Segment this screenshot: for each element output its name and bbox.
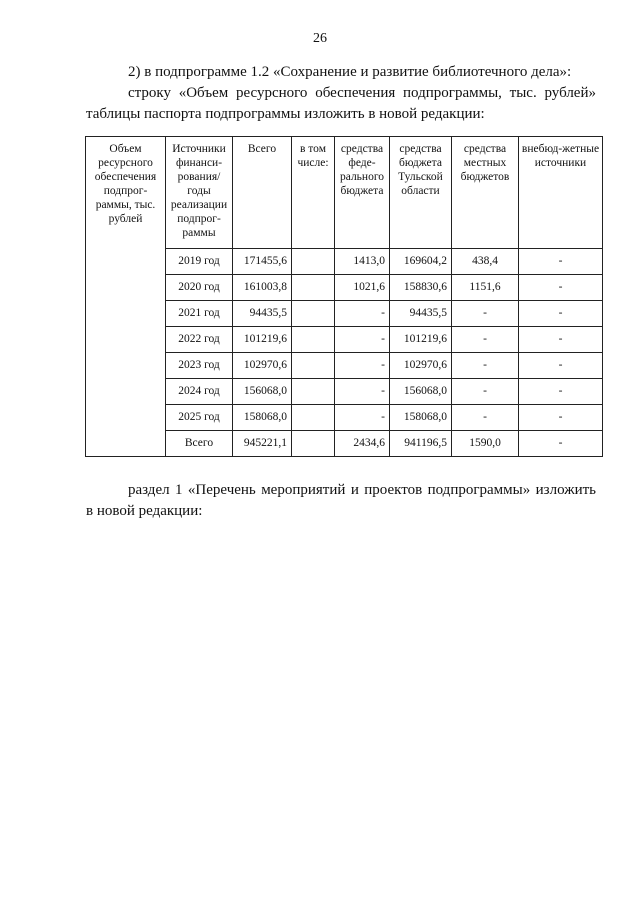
cell-local: - (452, 353, 519, 379)
cell-incl (292, 249, 335, 275)
cell-federal: 2434,6 (335, 431, 390, 457)
header-regional: средства бюджета Тульской области (390, 137, 452, 249)
cell-year: 2024 год (166, 379, 233, 405)
cell-year: 2022 год (166, 327, 233, 353)
cell-incl (292, 327, 335, 353)
cell-total: 102970,6 (233, 353, 292, 379)
cell-incl (292, 431, 335, 457)
cell-regional: 941196,5 (390, 431, 452, 457)
cell-regional: 169604,2 (390, 249, 452, 275)
cell-year: 2019 год (166, 249, 233, 275)
header-local: средства местных бюджетов (452, 137, 519, 249)
cell-year: Всего (166, 431, 233, 457)
cell-federal: 1021,6 (335, 275, 390, 301)
cell-offbudget: - (519, 275, 603, 301)
cell-year: 2023 год (166, 353, 233, 379)
cell-federal: - (335, 327, 390, 353)
header-offbudget: внебюд-жетные источники (519, 137, 603, 249)
cell-offbudget: - (519, 379, 603, 405)
intro-line-2: строку «Объем ресурсного обеспечения подпрограммы, тыс. рублей» (128, 85, 596, 101)
outro-line-1: раздел 1 «Перечень мероприятий и проектов подпрограммы» изложить (128, 482, 596, 498)
cell-total: 158068,0 (233, 405, 292, 431)
cell-total: 171455,6 (233, 249, 292, 275)
cell-local: - (452, 327, 519, 353)
cell-federal: - (335, 405, 390, 431)
cell-offbudget: - (519, 249, 603, 275)
cell-total: 161003,8 (233, 275, 292, 301)
cell-regional: 101219,6 (390, 327, 452, 353)
cell-incl (292, 301, 335, 327)
intro-line-3: таблицы паспорта подпрограммы изложить в новой редакции: (86, 106, 485, 122)
page-number: 26 (313, 31, 327, 46)
cell-offbudget: - (519, 405, 603, 431)
cell-local: - (452, 379, 519, 405)
cell-total: 156068,0 (233, 379, 292, 405)
header-federal: средства феде-рального бюджета (335, 137, 390, 249)
outro-line-2: в новой редакции: (86, 503, 203, 519)
cell-regional: 94435,5 (390, 301, 452, 327)
cell-federal: - (335, 379, 390, 405)
cell-year: 2021 год (166, 301, 233, 327)
cell-year: 2020 год (166, 275, 233, 301)
cell-regional: 156068,0 (390, 379, 452, 405)
passport-table (85, 136, 603, 457)
cell-local: - (452, 405, 519, 431)
cell-offbudget: - (519, 431, 603, 457)
cell-local: 1151,6 (452, 275, 519, 301)
cell-year: 2025 год (166, 405, 233, 431)
header-total: Всего (233, 137, 292, 249)
cell-total: 101219,6 (233, 327, 292, 353)
cell-local: 1590,0 (452, 431, 519, 457)
cell-total: 94435,5 (233, 301, 292, 327)
header-incl: в том числе: (292, 137, 335, 249)
cell-offbudget: - (519, 301, 603, 327)
cell-federal: - (335, 301, 390, 327)
cell-offbudget: - (519, 327, 603, 353)
cell-offbudget: - (519, 353, 603, 379)
cell-incl (292, 379, 335, 405)
cell-total: 945221,1 (233, 431, 292, 457)
cell-regional: 158068,0 (390, 405, 452, 431)
cell-regional: 158830,6 (390, 275, 452, 301)
cell-regional: 102970,6 (390, 353, 452, 379)
cell-incl (292, 275, 335, 301)
cell-local: 438,4 (452, 249, 519, 275)
cell-local: - (452, 301, 519, 327)
header-resource: Объем ресурсного обеспечения подпрог-раммы, тыс. рублей (86, 137, 166, 457)
intro-line-1: 2) в подпрограмме 1.2 «Сохранение и развитие библиотечного дела»: (128, 64, 572, 80)
cell-incl (292, 405, 335, 431)
header-sources: Источники финанси-рования/ годы реализации подпрог-раммы (166, 137, 233, 249)
cell-federal: 1413,0 (335, 249, 390, 275)
cell-incl (292, 353, 335, 379)
cell-federal: - (335, 353, 390, 379)
